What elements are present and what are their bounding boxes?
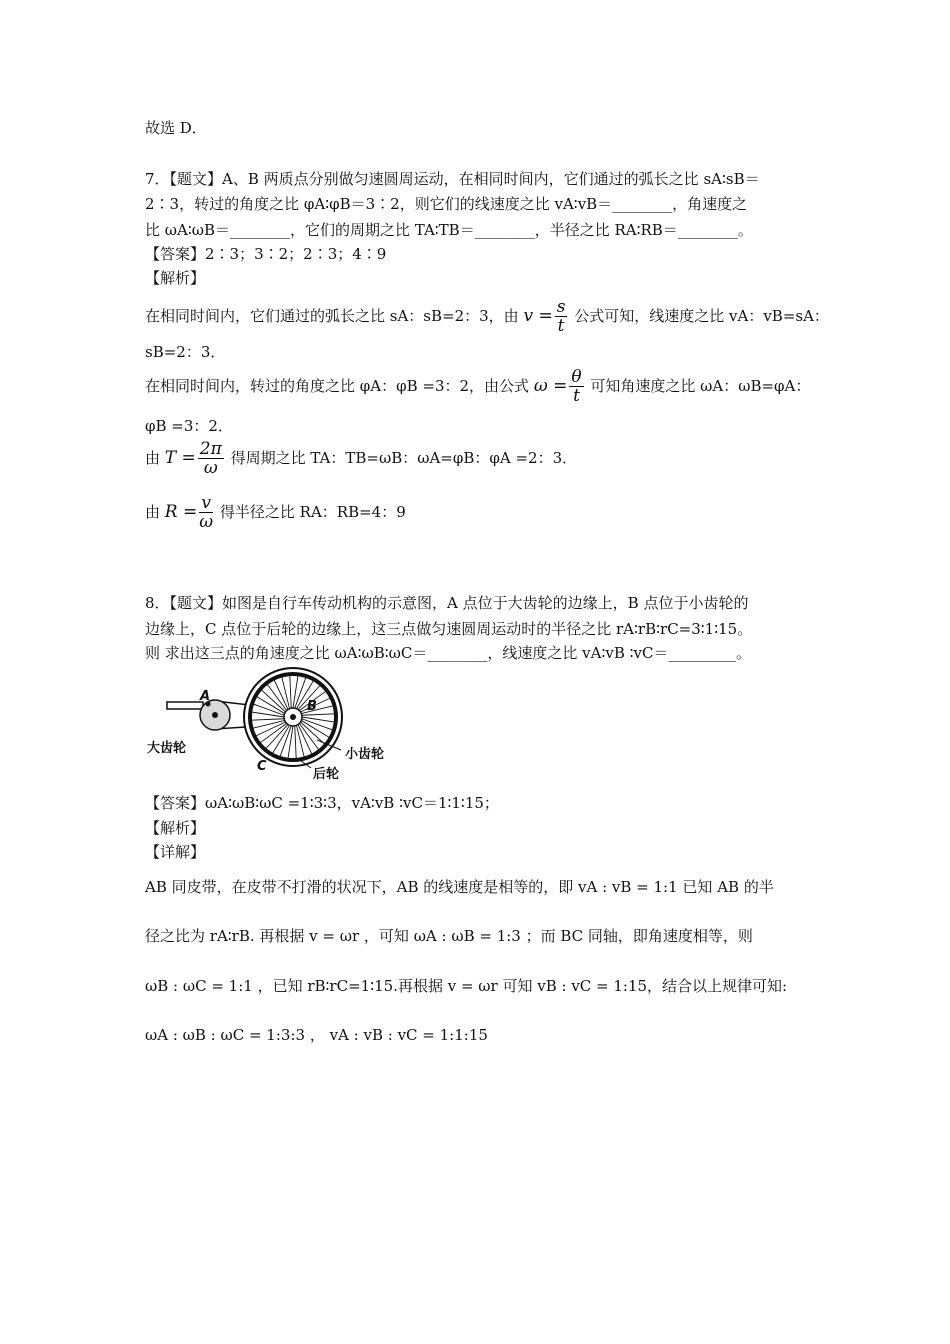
- question-7-line-1: 7．【题文】A、B 两质点分别做匀速圆周运动，在相同时间内，它们通过的弧长之比 sA∶sB＝: [145, 170, 760, 188]
- explanation-text: 得半径之比 RA：RB=4：9: [219, 503, 406, 521]
- detail-line: ωB : ωC = 1:1 ，已知 rB∶rC=1∶15.再根据 v = ωr 可知 vB : vC = 1:15，结合以上规律可知:: [145, 977, 788, 995]
- label-small-gear: 小齿轮: [345, 747, 385, 762]
- explanation-line: [145, 298, 829, 335]
- explanation-text: 得周期之比 TA：TB=ωB：ωA=φB：φA =2：3．: [230, 449, 578, 467]
- explanation-line: φB =3：2．: [145, 417, 233, 435]
- question-8-detail-heading: 【详解】: [145, 843, 206, 861]
- explanation-text: 在相同时间内，转过的角度之比 φA：φB =3：2，由公式: [145, 377, 530, 395]
- question-7-line-2: 2∶3，转过的角度之比 φA∶φB＝3∶2，则它们的线速度之比 vA∶vB＝________，角速度之: [145, 195, 748, 213]
- detail-line: AB 同皮带，在皮带不打滑的状况下，AB 的线速度是相等的，即 vA : vB = 1:1 已知 AB 的半: [145, 878, 774, 896]
- explanation-text: 由: [145, 449, 161, 467]
- question-7-answer: 【答案】2∶3；3∶2；2∶3；4∶9: [145, 245, 387, 263]
- explanation-text: 在相同时间内，它们通过的弧长之比 sA：sB=2：3，由: [145, 307, 519, 325]
- question-8-analysis-heading: 【解析】: [145, 819, 206, 837]
- explanation-line: [145, 494, 406, 531]
- label-a: A: [200, 689, 211, 704]
- explanation-line: [145, 368, 810, 405]
- question-7-line-3: 比 ωA∶ωB＝________，它们的周期之比 TA∶TB＝________，半径之比 RA∶RB＝________。: [145, 221, 753, 239]
- question-7-analysis-heading: 【解析】: [145, 269, 206, 287]
- pedal-crank: [167, 702, 203, 709]
- text-line: 故选 D．: [145, 119, 207, 137]
- question-8-line-2: 边缘上，C 点位于后轮的边缘上，这三点做匀速圆周运动时的半径之比 rA∶rB∶rC=3∶1∶15。: [145, 620, 753, 638]
- label-big-gear: 大齿轮: [147, 741, 187, 756]
- detail-line: 径之比为 rA∶rB. 再根据 v = ωr ，可知 ωA : ωB = 1:3 ；而 BC 同轴，即角速度相等，则: [145, 927, 753, 945]
- explanation-text: 可知角速度之比 ωA：ωB=φA：: [590, 377, 811, 395]
- bicycle-drive-diagram: [145, 664, 405, 788]
- question-8-line-3: 则 求出这三点的角速度之比 ωA∶ωB∶ωC＝________，线速度之比 vA∶vB ∶vC＝_________。: [145, 644, 751, 662]
- explanation-text: 由: [145, 503, 161, 521]
- formula-omega: ω = $\frac{\theta}{t}$: [533, 367, 582, 406]
- label-c: C: [257, 759, 267, 774]
- formula-period: T = $\frac{2\pi}{\omega}$: [164, 439, 222, 478]
- question-8-answer: 【答案】ωA∶ωB∶ωC =1∶3∶3，vA∶vB ∶vC＝1∶1∶15；: [145, 794, 499, 812]
- explanation-line: [145, 440, 577, 477]
- detail-line: ωA : ωB : ωC = 1:3:3 ， vA : vB : vC = 1:1:15: [145, 1026, 488, 1044]
- label-b: B: [307, 699, 317, 714]
- explanation-text: 公式可知，线速度之比 vA：vB=sA：: [574, 307, 829, 325]
- question-8-line-1: 8．【题文】如图是自行车传动机构的示意图，A 点位于大齿轮的边缘上，B 点位于小齿轮的: [145, 594, 749, 612]
- label-rear-wheel: 后轮: [313, 767, 340, 782]
- explanation-line: sB=2：3．: [145, 343, 226, 361]
- formula-v: v = $\frac{s}{t}$: [523, 297, 566, 336]
- formula-radius: R = $\frac{v}{\omega}$: [164, 493, 214, 532]
